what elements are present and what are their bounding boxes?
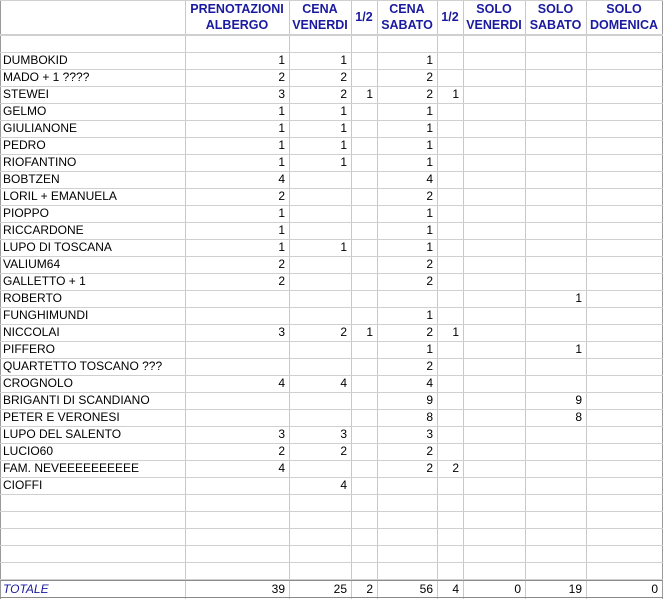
cell-cena-sab[interactable]: 1: [426, 138, 433, 152]
cell-solo-dom[interactable]: [586, 120, 658, 137]
column-header-cena-sab[interactable]: CENA SABATO: [381, 2, 433, 32]
cell-solo-ven[interactable]: 0: [514, 582, 521, 596]
cell-mezzo-ven[interactable]: [351, 392, 373, 409]
cell-cena-sab[interactable]: 2: [426, 444, 433, 458]
cell-cena-ven[interactable]: [289, 188, 347, 205]
cell-solo-dom[interactable]: [586, 341, 658, 358]
cell-mezzo-sab[interactable]: [437, 188, 459, 205]
cell-cena-ven[interactable]: 1: [340, 53, 347, 67]
cell-cena-ven[interactable]: 1: [340, 121, 347, 135]
cell-solo-ven[interactable]: [463, 137, 521, 154]
cell-solo-dom[interactable]: [586, 443, 658, 460]
cell-mezzo-sab[interactable]: [437, 222, 459, 239]
table-row: [0, 375, 663, 392]
cell-cena-sab[interactable]: [377, 290, 433, 307]
grid-row-line: [0, 511, 663, 512]
cell-solo-dom[interactable]: [586, 86, 658, 103]
table-row: [0, 307, 663, 324]
table-row: [0, 409, 663, 426]
table-row: [0, 222, 663, 239]
cell-solo-ven[interactable]: [463, 358, 521, 375]
cell-solo-sab[interactable]: 1: [575, 342, 582, 356]
cell-cena-ven[interactable]: [289, 358, 347, 375]
cell-cena-ven[interactable]: [289, 273, 347, 290]
cell-solo-ven[interactable]: [463, 341, 521, 358]
cell-solo-dom[interactable]: [586, 392, 658, 409]
cell-mezzo-ven[interactable]: [351, 273, 373, 290]
cell-cena-ven[interactable]: 2: [340, 444, 347, 458]
cell-cena-sab[interactable]: 2: [426, 359, 433, 373]
cell-solo-dom[interactable]: [586, 222, 658, 239]
guest-name-cell[interactable]: GIULIANONE: [3, 121, 78, 135]
cell-solo-dom[interactable]: [586, 171, 658, 188]
cell-albergo[interactable]: 2: [278, 444, 285, 458]
cell-mezzo-ven[interactable]: 2: [366, 582, 373, 596]
cell-solo-dom[interactable]: [586, 52, 658, 69]
table-row: [0, 460, 663, 477]
cell-solo-sab[interactable]: [525, 52, 582, 69]
cell-solo-sab[interactable]: [525, 324, 582, 341]
cell-solo-sab[interactable]: 9: [575, 393, 582, 407]
cell-mezzo-sab[interactable]: [437, 137, 459, 154]
cell-solo-ven[interactable]: [463, 154, 521, 171]
cell-solo-ven[interactable]: [463, 222, 521, 239]
guest-name-cell[interactable]: LUPO DEL SALENTO: [3, 427, 122, 441]
cell-solo-ven[interactable]: [463, 460, 521, 477]
table-row: [0, 137, 663, 154]
cell-albergo[interactable]: 2: [278, 70, 285, 84]
cell-albergo[interactable]: 1: [278, 104, 285, 118]
guest-name-cell[interactable]: LUPO DI TOSCANA: [3, 240, 112, 254]
cell-solo-ven[interactable]: [463, 103, 521, 120]
cell-cena-ven[interactable]: [289, 392, 347, 409]
cell-cena-sab[interactable]: 1: [426, 223, 433, 237]
cell-cena-sab[interactable]: 2: [426, 87, 433, 101]
table-row: [0, 324, 663, 341]
guest-name-cell[interactable]: ROBERTO: [3, 291, 62, 305]
guest-name-cell[interactable]: NICCOLAI: [3, 325, 60, 339]
cell-solo-dom[interactable]: [586, 409, 658, 426]
cell-mezzo-sab[interactable]: [437, 239, 459, 256]
cell-mezzo-ven[interactable]: [351, 341, 373, 358]
cell-cena-ven[interactable]: 2: [340, 325, 347, 339]
table-row: [0, 256, 663, 273]
cell-albergo[interactable]: 3: [278, 427, 285, 441]
cell-solo-sab[interactable]: [525, 171, 582, 188]
guest-name-cell[interactable]: PETER E VERONESI: [3, 410, 120, 424]
cell-cena-ven[interactable]: 3: [340, 427, 347, 441]
cell-cena-ven[interactable]: 4: [340, 376, 347, 390]
cell-mezzo-sab[interactable]: [437, 409, 459, 426]
cell-mezzo-sab[interactable]: 1: [452, 325, 459, 339]
cell-cena-sab[interactable]: 2: [426, 189, 433, 203]
cell-mezzo-ven[interactable]: [351, 137, 373, 154]
grid-row-line: [0, 562, 663, 563]
cell-mezzo-ven[interactable]: 1: [366, 325, 373, 339]
cell-albergo[interactable]: [185, 341, 285, 358]
cell-albergo[interactable]: 1: [278, 155, 285, 169]
guest-name-cell[interactable]: GELMO: [3, 104, 47, 118]
cell-mezzo-ven[interactable]: [351, 188, 373, 205]
cell-solo-dom[interactable]: [586, 324, 658, 341]
guest-name-cell[interactable]: STEWEI: [3, 87, 50, 101]
guest-name-cell[interactable]: VALIUM64: [3, 257, 61, 271]
cell-mezzo-ven[interactable]: [351, 239, 373, 256]
cell-solo-dom[interactable]: [586, 69, 658, 86]
cell-mezzo-ven[interactable]: [351, 103, 373, 120]
cell-mezzo-sab[interactable]: [437, 171, 459, 188]
cell-cena-sab[interactable]: 1: [426, 121, 433, 135]
cell-albergo[interactable]: [185, 307, 285, 324]
cell-solo-dom[interactable]: [586, 358, 658, 375]
cell-mezzo-sab[interactable]: [437, 273, 459, 290]
cell-solo-sab[interactable]: [525, 443, 582, 460]
table-row: [0, 154, 663, 171]
cell-cena-sab[interactable]: 4: [426, 376, 433, 390]
cell-solo-ven[interactable]: [463, 426, 521, 443]
column-header-solo-ven[interactable]: SOLO VENERDI: [466, 2, 522, 32]
table-row: [0, 69, 663, 86]
cell-cena-sab[interactable]: 2: [426, 461, 433, 475]
cell-mezzo-sab[interactable]: [437, 103, 459, 120]
cell-mezzo-sab[interactable]: [437, 154, 459, 171]
cell-solo-dom[interactable]: [586, 154, 658, 171]
table-row: [0, 171, 663, 188]
guest-name-cell[interactable]: FUNGHIMUNDI: [3, 308, 89, 322]
table-row: [0, 205, 663, 222]
guest-name-cell[interactable]: DUMBOKID: [3, 53, 68, 67]
cell-mezzo-ven[interactable]: [351, 443, 373, 460]
cell-solo-sab[interactable]: [525, 222, 582, 239]
cell-cena-ven[interactable]: [289, 171, 347, 188]
cell-solo-dom[interactable]: [586, 103, 658, 120]
cell-cena-ven[interactable]: [289, 307, 347, 324]
cell-cena-sab[interactable]: 4: [426, 172, 433, 186]
cell-mezzo-sab[interactable]: 1: [452, 87, 459, 101]
cell-cena-ven[interactable]: 1: [340, 155, 347, 169]
cell-albergo[interactable]: 4: [278, 461, 285, 475]
cell-mezzo-sab[interactable]: [437, 392, 459, 409]
cell-solo-sab[interactable]: 8: [575, 410, 582, 424]
guest-name-cell[interactable]: PIFFERO: [3, 342, 56, 356]
cell-cena-ven[interactable]: [289, 205, 347, 222]
grid-row-line: [0, 528, 663, 529]
cell-mezzo-sab[interactable]: 2: [452, 461, 459, 475]
column-header-mezzo-ven[interactable]: 1/2: [355, 10, 373, 24]
cell-solo-dom[interactable]: 0: [651, 582, 658, 596]
column-header-solo-sab[interactable]: SOLO SABATO: [529, 2, 582, 32]
cell-cena-sab[interactable]: 3: [426, 427, 433, 441]
cell-solo-ven[interactable]: [463, 69, 521, 86]
cell-albergo[interactable]: 2: [278, 257, 285, 271]
cell-solo-dom[interactable]: [586, 188, 658, 205]
table-row: [0, 86, 663, 103]
guest-name-cell[interactable]: RIOFANTINO: [3, 155, 77, 169]
cell-cena-sab[interactable]: 8: [426, 410, 433, 424]
cell-cena-sab[interactable]: 56: [419, 582, 433, 596]
cell-solo-ven[interactable]: [463, 171, 521, 188]
total-label[interactable]: TOTALE: [3, 582, 49, 596]
cell-mezzo-ven[interactable]: [351, 375, 373, 392]
cell-cena-ven[interactable]: [289, 460, 347, 477]
cell-solo-ven[interactable]: [463, 239, 521, 256]
cell-mezzo-sab[interactable]: [437, 256, 459, 273]
cell-solo-ven[interactable]: [463, 443, 521, 460]
grid-row-line: [0, 545, 663, 546]
column-header-solo-dom[interactable]: SOLO DOMENICA: [589, 2, 659, 32]
cell-cena-ven[interactable]: [289, 341, 347, 358]
cell-solo-ven[interactable]: [463, 52, 521, 69]
guest-name-cell[interactable]: LUCIO60: [3, 444, 54, 458]
cell-albergo[interactable]: 1: [278, 53, 285, 67]
cell-mezzo-ven[interactable]: 1: [366, 87, 373, 101]
guest-name-cell[interactable]: PEDRO: [3, 138, 46, 152]
guest-name-cell[interactable]: CIOFFI: [3, 478, 43, 492]
cell-albergo[interactable]: 4: [278, 376, 285, 390]
cell-albergo[interactable]: 3: [278, 325, 285, 339]
table-row: [0, 273, 663, 290]
table-row: [0, 477, 663, 494]
cell-mezzo-ven[interactable]: [351, 256, 373, 273]
cell-mezzo-sab[interactable]: [437, 341, 459, 358]
cell-mezzo-sab[interactable]: [437, 426, 459, 443]
cell-solo-ven[interactable]: [463, 205, 521, 222]
cell-mezzo-sab[interactable]: [437, 205, 459, 222]
cell-cena-ven[interactable]: 1: [340, 104, 347, 118]
cell-albergo[interactable]: 2: [278, 189, 285, 203]
cell-cena-sab[interactable]: [377, 477, 433, 494]
cell-solo-sab[interactable]: [525, 273, 582, 290]
cell-solo-sab[interactable]: [525, 375, 582, 392]
cell-mezzo-sab[interactable]: [437, 52, 459, 69]
guest-name-cell[interactable]: RICCARDONE: [3, 223, 84, 237]
cell-mezzo-ven[interactable]: [351, 409, 373, 426]
cell-solo-sab[interactable]: [525, 205, 582, 222]
guest-name-cell[interactable]: CROGNOLO: [3, 376, 74, 390]
cell-solo-ven[interactable]: [463, 307, 521, 324]
cell-mezzo-ven[interactable]: [351, 477, 373, 494]
cell-mezzo-sab[interactable]: [437, 477, 459, 494]
table-row: [0, 426, 663, 443]
cell-solo-ven[interactable]: [463, 392, 521, 409]
cell-cena-sab[interactable]: 2: [426, 257, 433, 271]
cell-solo-dom[interactable]: [586, 256, 658, 273]
cell-mezzo-sab[interactable]: [437, 358, 459, 375]
cell-mezzo-sab[interactable]: [437, 290, 459, 307]
cell-solo-dom[interactable]: [586, 273, 658, 290]
guest-name-cell[interactable]: BRIGANTI DI SCANDIANO: [3, 393, 150, 407]
cell-solo-sab[interactable]: [525, 477, 582, 494]
cell-solo-ven[interactable]: [463, 273, 521, 290]
total-row: [0, 581, 663, 598]
cell-cena-sab[interactable]: 2: [426, 325, 433, 339]
cell-solo-ven[interactable]: [463, 120, 521, 137]
cell-mezzo-sab[interactable]: [437, 443, 459, 460]
column-header-albergo[interactable]: PRENOTAZIONI ALBERGO: [190, 2, 284, 32]
cell-albergo[interactable]: 1: [278, 206, 285, 220]
cell-solo-sab[interactable]: [525, 120, 582, 137]
cell-solo-dom[interactable]: [586, 290, 658, 307]
cell-solo-dom[interactable]: [586, 239, 658, 256]
cell-cena-ven[interactable]: 4: [340, 478, 347, 492]
table-row: [0, 392, 663, 409]
cell-solo-ven[interactable]: [463, 375, 521, 392]
cell-mezzo-ven[interactable]: [351, 205, 373, 222]
cell-solo-sab[interactable]: [525, 358, 582, 375]
cell-mezzo-ven[interactable]: [351, 307, 373, 324]
guest-name-cell[interactable]: PIOPPO: [3, 206, 50, 220]
guest-name-cell[interactable]: FAM. NEVEEEEEEEEEE: [3, 461, 140, 475]
cell-solo-sab[interactable]: [525, 69, 582, 86]
cell-cena-sab[interactable]: 1: [426, 206, 433, 220]
cell-albergo[interactable]: [185, 358, 285, 375]
cell-cena-ven[interactable]: 2: [340, 70, 347, 84]
cell-albergo[interactable]: 3: [278, 87, 285, 101]
cell-cena-ven[interactable]: 1: [340, 240, 347, 254]
cell-solo-ven[interactable]: [463, 477, 521, 494]
cell-cena-ven[interactable]: [289, 256, 347, 273]
cell-cena-sab[interactable]: 1: [426, 104, 433, 118]
cell-mezzo-ven[interactable]: [351, 460, 373, 477]
cell-albergo[interactable]: [185, 409, 285, 426]
cell-mezzo-sab[interactable]: [437, 120, 459, 137]
cell-solo-dom[interactable]: [586, 460, 658, 477]
cell-mezzo-ven[interactable]: [351, 426, 373, 443]
cell-solo-ven[interactable]: [463, 256, 521, 273]
cell-albergo[interactable]: [185, 392, 285, 409]
cell-albergo[interactable]: 1: [278, 138, 285, 152]
table-row: [0, 188, 663, 205]
cell-solo-sab[interactable]: [525, 103, 582, 120]
cell-mezzo-ven[interactable]: [351, 171, 373, 188]
cell-mezzo-ven[interactable]: [351, 69, 373, 86]
cell-solo-dom[interactable]: [586, 477, 658, 494]
cell-solo-ven[interactable]: [463, 290, 521, 307]
cell-albergo[interactable]: 1: [278, 121, 285, 135]
table-row: [0, 341, 663, 358]
cell-solo-sab[interactable]: [525, 137, 582, 154]
cell-cena-sab[interactable]: 1: [426, 53, 433, 67]
cell-solo-sab[interactable]: [525, 460, 582, 477]
cell-solo-ven[interactable]: [463, 324, 521, 341]
cell-cena-ven[interactable]: [289, 222, 347, 239]
cell-mezzo-sab[interactable]: 4: [452, 582, 459, 596]
cell-cena-sab[interactable]: 1: [426, 155, 433, 169]
cell-cena-sab[interactable]: 1: [426, 308, 433, 322]
cell-cena-sab[interactable]: 1: [426, 342, 433, 356]
cell-mezzo-sab[interactable]: [437, 307, 459, 324]
cell-albergo[interactable]: 1: [278, 223, 285, 237]
cell-solo-dom[interactable]: [586, 205, 658, 222]
cell-albergo[interactable]: 1: [278, 240, 285, 254]
cell-cena-ven[interactable]: [289, 290, 347, 307]
cell-cena-ven[interactable]: 25: [333, 582, 347, 596]
column-header-cena-ven[interactable]: CENA VENERDI: [292, 2, 348, 32]
cell-albergo[interactable]: [185, 290, 285, 307]
cell-cena-sab[interactable]: 1: [426, 240, 433, 254]
cell-mezzo-ven[interactable]: [351, 120, 373, 137]
cell-solo-sab[interactable]: [525, 154, 582, 171]
cell-cena-sab[interactable]: 2: [426, 274, 433, 288]
cell-solo-dom[interactable]: [586, 137, 658, 154]
cell-cena-ven[interactable]: [289, 409, 347, 426]
cell-solo-sab[interactable]: [525, 256, 582, 273]
table-row: [0, 239, 663, 256]
cell-mezzo-sab[interactable]: [437, 69, 459, 86]
cell-solo-sab[interactable]: 1: [575, 291, 582, 305]
table-row: [0, 358, 663, 375]
cell-solo-sab[interactable]: [525, 86, 582, 103]
cell-mezzo-sab[interactable]: [437, 375, 459, 392]
cell-cena-sab[interactable]: 9: [426, 393, 433, 407]
guest-name-cell[interactable]: LORIL + EMANUELA: [3, 189, 117, 203]
grid-row-line: [0, 494, 663, 495]
table-row: [0, 103, 663, 120]
table-row: [0, 443, 663, 460]
cell-mezzo-ven[interactable]: [351, 52, 373, 69]
cell-cena-ven[interactable]: 1: [340, 138, 347, 152]
cell-albergo[interactable]: 4: [278, 172, 285, 186]
cell-mezzo-ven[interactable]: [351, 222, 373, 239]
cell-mezzo-ven[interactable]: [351, 358, 373, 375]
cell-solo-sab[interactable]: 19: [568, 582, 582, 596]
cell-solo-ven[interactable]: [463, 188, 521, 205]
cell-cena-ven[interactable]: 2: [340, 87, 347, 101]
cell-mezzo-ven[interactable]: [351, 154, 373, 171]
guest-name-cell[interactable]: BOBTZEN: [3, 172, 60, 186]
cell-solo-sab[interactable]: [525, 239, 582, 256]
guest-name-cell[interactable]: GALLETTO + 1: [3, 274, 86, 288]
cell-solo-dom[interactable]: [586, 307, 658, 324]
column-header-mezzo-sab[interactable]: 1/2: [441, 10, 459, 24]
guest-name-cell[interactable]: MADO + 1 ????: [3, 70, 90, 84]
table-row: [0, 120, 663, 137]
cell-albergo[interactable]: [185, 477, 285, 494]
cell-solo-dom[interactable]: [586, 375, 658, 392]
cell-solo-dom[interactable]: [586, 426, 658, 443]
cell-solo-sab[interactable]: [525, 307, 582, 324]
cell-albergo[interactable]: 2: [278, 274, 285, 288]
cell-solo-ven[interactable]: [463, 409, 521, 426]
table-row: [0, 290, 663, 307]
cell-solo-sab[interactable]: [525, 426, 582, 443]
grid-row-line: [0, 35, 663, 36]
table-row: [0, 52, 663, 69]
cell-solo-ven[interactable]: [463, 86, 521, 103]
cell-albergo[interactable]: 39: [271, 582, 285, 596]
guest-name-cell[interactable]: QUARTETTO TOSCANO ???: [3, 359, 163, 373]
cell-mezzo-ven[interactable]: [351, 290, 373, 307]
cell-cena-sab[interactable]: 2: [426, 70, 433, 84]
cell-solo-sab[interactable]: [525, 188, 582, 205]
